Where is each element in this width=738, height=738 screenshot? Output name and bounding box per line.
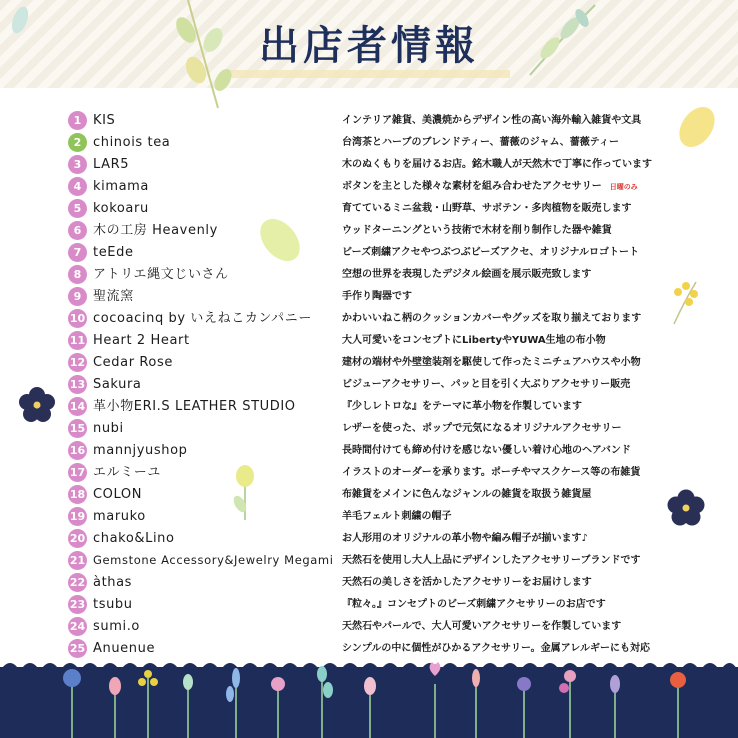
item-number-badge: 14 (68, 397, 87, 416)
list-item (68, 397, 678, 417)
list-item (68, 199, 678, 219)
list-item (68, 485, 678, 505)
vendor-name: 聖流窯 (93, 289, 134, 304)
vendor-name: 革小物ERI.S LEATHER STUDIO (93, 399, 296, 414)
list-item (68, 595, 678, 615)
vendor-name: エルミーユ (93, 465, 162, 480)
vendor-description: 『少しレトロな』をテーマに革小物を作製しています (342, 401, 582, 412)
list-item (68, 155, 678, 175)
item-number-badge: 5 (68, 199, 87, 218)
vendor-description: 長時間付けても締め付けを感じない優しい着け心地のヘアバンド (342, 445, 631, 456)
list-item (68, 177, 678, 197)
vendor-name: tsubu (93, 597, 133, 612)
list-item (68, 265, 678, 285)
item-number-badge: 3 (68, 155, 87, 174)
vendor-description: お人形用のオリジナルの革小物や編み帽子が揃います♪ (342, 533, 588, 544)
vendor-description: ウッドターニングという技術で木材を削り制作した器や雑貨 (342, 225, 612, 236)
item-number-badge: 7 (68, 243, 87, 262)
vendor-description: イラストのオーダーを承ります。ポーチやマスクケース等の布雑貨 (342, 467, 641, 478)
item-number-badge: 15 (68, 419, 87, 438)
list-item (68, 309, 678, 329)
vendor-description: 布雑貨をメインに色んなジャンルの雑貨を取扱う雑貨屋 (342, 489, 592, 500)
vendor-name: sumi.o (93, 619, 140, 634)
vendor-description: インテリア雑貨、美濃焼からデザイン性の高い海外輸入雑貨や文具 (342, 115, 642, 126)
item-number-badge: 4 (68, 177, 87, 196)
item-number-badge: 1 (68, 111, 87, 130)
vendor-description: シンプルの中に個性がひかるアクセサリー。金属アレルギーにも対応 (342, 643, 650, 654)
vendor-description: 台湾茶とハーブのブレンドティー、薔薇のジャム、薔薇ティー (342, 137, 619, 148)
list-item (68, 617, 678, 637)
vendor-name: kokoaru (93, 201, 149, 216)
footer-flowers-decoration (40, 660, 720, 738)
list-item (68, 551, 678, 571)
list-item (68, 507, 678, 527)
list-item (68, 243, 678, 263)
page-title: 出店者情報 (259, 23, 479, 69)
vendor-name: àthas (93, 575, 133, 590)
item-number-badge: 2 (68, 133, 87, 152)
leaf-sprig-right-decoration (520, 0, 600, 80)
list-item (68, 221, 678, 241)
item-number-badge: 16 (68, 441, 87, 460)
leaf-corner-decoration (0, 0, 40, 60)
vendor-name: Heart 2 Heart (93, 333, 190, 348)
item-number-badge: 8 (68, 265, 87, 284)
vendor-description: ビーズ刺繍アクセやつぶつぶビーズアクセ、オリジナルロゴトート (342, 247, 639, 258)
sunday-only-note: 日曜のみ (609, 183, 638, 191)
title-underline (228, 70, 510, 78)
vendor-name: teEde (93, 245, 134, 260)
list-item (68, 353, 678, 373)
vendor-description: 木のぬくもりを届けるお店。銘木職人が天然木で丁寧に作っています (342, 159, 652, 170)
vendor-description: 天然石の美しさを活かしたアクセサリーをお届けします (342, 577, 592, 588)
vendor-description: ビジューアクセサリー、パッと目を引く大ぶりアクセサリー販売 (342, 379, 631, 390)
item-number-badge: 19 (68, 507, 87, 526)
vendor-name: Gemstone Accessory&Jewelry Megami (93, 553, 334, 567)
list-item (68, 133, 678, 153)
vendor-description: 羊毛フェルト刺繍の帽子 (342, 511, 452, 522)
list-item (68, 639, 678, 659)
item-number-badge: 9 (68, 287, 87, 306)
item-number-badge: 13 (68, 375, 87, 394)
item-number-badge: 24 (68, 617, 87, 636)
vendor-name: mannjyushop (93, 443, 188, 458)
leaf-sprig-left-decoration (168, 0, 238, 110)
item-number-badge: 22 (68, 573, 87, 592)
list-item (68, 441, 678, 461)
list-item (68, 419, 678, 439)
vendor-name: maruko (93, 509, 146, 524)
vendor-description: かわいいねこ柄のクッションカバーやグッズを取り揃えております (342, 313, 642, 324)
vendor-description: 天然石やパールで、大人可愛いアクセサリーを作製しています (342, 621, 622, 632)
vendor-name: KIS (93, 113, 116, 128)
item-number-badge: 11 (68, 331, 87, 350)
list-item (68, 375, 678, 395)
item-number-badge: 21 (68, 551, 87, 570)
vendor-description: 建材の端材や外壁塗装剤を駆使して作ったミニチュアハウスや小物 (342, 357, 641, 368)
vendor-description: 天然石を使用し大人上品にデザインしたアクセサリーブランドです (342, 555, 641, 566)
item-number-badge: 10 (68, 309, 87, 328)
list-item (68, 529, 678, 549)
vendor-description: 手作り陶器です (342, 291, 412, 302)
vendor-name: cocoacinq by いえねこカンパニー (93, 311, 312, 326)
vendor-description: 大人可愛いをコンセプトにLibertyやYUWA生地の布小物 (342, 335, 606, 346)
list-item (68, 111, 678, 131)
item-number-badge: 6 (68, 221, 87, 240)
list-item (68, 463, 678, 483)
vendor-name: nubi (93, 421, 124, 436)
item-number-badge: 23 (68, 595, 87, 614)
list-item (68, 287, 678, 307)
vendor-description: ボタンを主とした様々な素材を組み合わせたアクセサリー 日曜のみ (342, 181, 638, 192)
vendor-name: アトリエ縄文じいさん (93, 267, 229, 282)
item-number-badge: 17 (68, 463, 87, 482)
vendor-name: kimama (93, 179, 149, 194)
item-number-badge: 18 (68, 485, 87, 504)
vendor-name: chinois tea (93, 135, 171, 150)
item-number-badge: 12 (68, 353, 87, 372)
vendor-name: Sakura (93, 377, 142, 392)
navy-flower-left-decoration (16, 384, 58, 426)
list-item (68, 573, 678, 593)
vendor-description: レザーを使った、ポップで元気になるオリジナルアクセサリー (342, 423, 622, 434)
vendor-name: LAR5 (93, 157, 130, 172)
yellow-leaf-decoration (672, 102, 722, 152)
vendor-name: COLON (93, 487, 143, 502)
vendor-description: 『粒々。』コンセプトのビーズ刺繍アクセサリーのお店です (342, 599, 606, 610)
vendor-description: 空想の世界を表現したデジタル絵画を展示販売致します (342, 269, 592, 280)
vendor-name: Anuenue (93, 641, 156, 656)
vendor-name: Cedar Rose (93, 355, 173, 370)
item-number-badge: 25 (68, 639, 87, 658)
list-item (68, 331, 678, 351)
vendor-name: 木の工房 Heavenly (93, 223, 218, 238)
vendor-name: chako&Lino (93, 531, 175, 546)
vendor-description: 育てているミニ盆栽・山野草、サボテン・多肉植物を販売します (342, 203, 632, 214)
item-number-badge: 20 (68, 529, 87, 548)
